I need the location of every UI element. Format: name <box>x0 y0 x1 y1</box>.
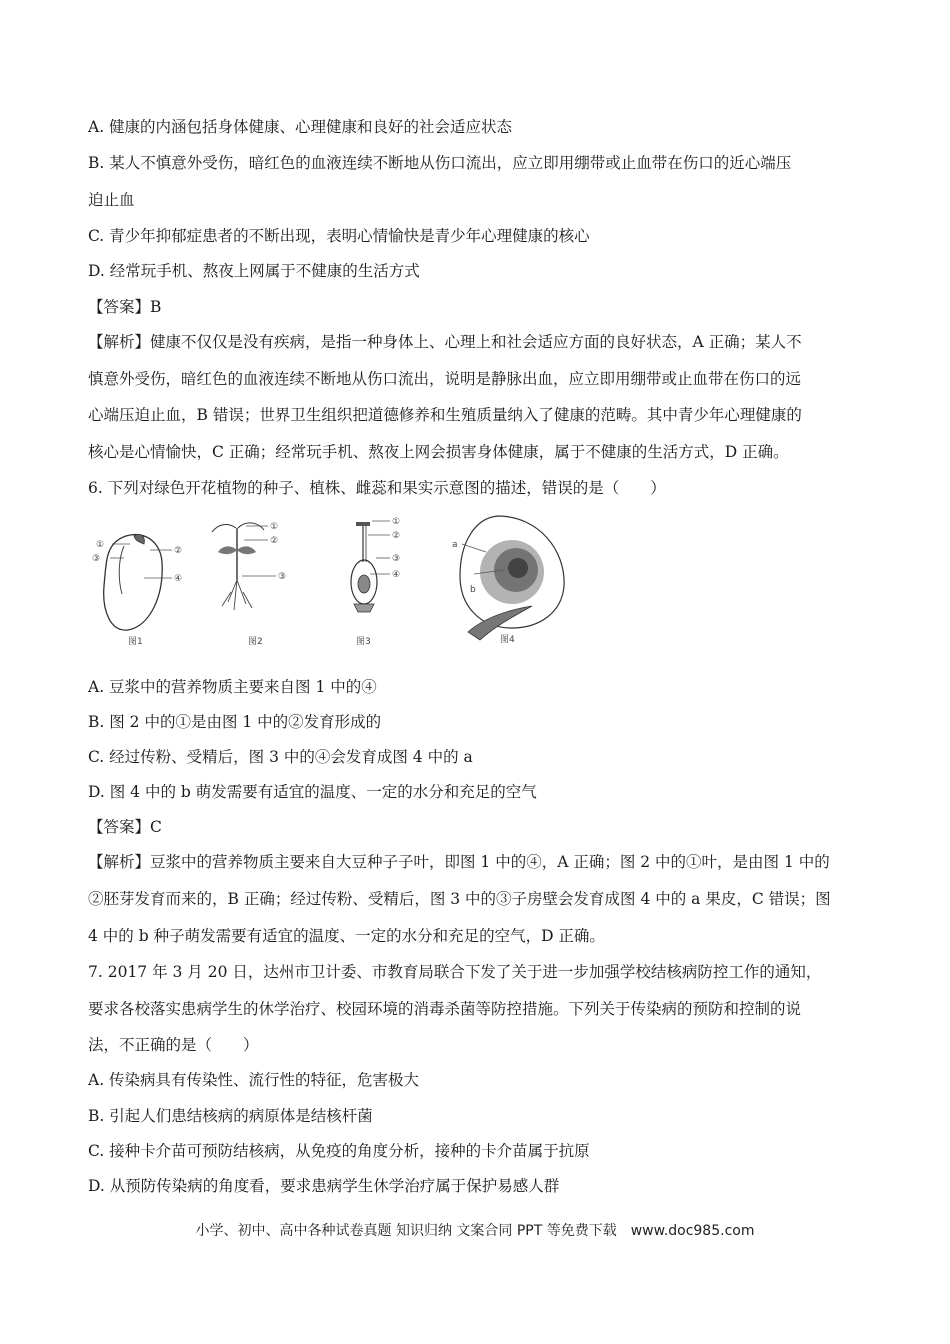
fig2-caption: 图2 <box>248 637 263 646</box>
fig4-caption: 图4 <box>500 635 515 645</box>
q5-option-b-line1: B. 某人不慎意外受伤，暗红色的血液连续不断地从伤口流出，应立即用绷带或止血带在伤口的近心端压 <box>88 154 792 172</box>
fig1-caption: 图1 <box>128 637 143 646</box>
figure-1-seed <box>92 534 182 646</box>
figure-4-fruit <box>452 516 564 645</box>
fig3-label-3: ③ <box>392 554 401 564</box>
q5-option-c: C. 青少年抑郁症患者的不断出现，表明心情愉快是青少年心理健康的核心 <box>88 227 590 245</box>
q7-option-b: B. 引起人们患结核病的病原体是结核杆菌 <box>88 1107 373 1125</box>
fig4-label-b: b <box>470 585 476 595</box>
q5-option-d: D. 经常玩手机、熬夜上网属于不健康的生活方式 <box>88 262 420 280</box>
q6-option-c: C. 经过传粉、受精后，图 3 中的④会发育成图 4 中的 a <box>88 748 473 766</box>
fig1-label-1: ① <box>96 540 105 550</box>
fig2-label-2: ② <box>270 536 279 546</box>
figure-3-pistil <box>351 517 400 646</box>
fig3-label-4: ④ <box>392 570 401 580</box>
q6-answer: 【答案】C <box>88 818 162 836</box>
q5-analysis-line1: 【解析】健康不仅仅是没有疾病，是指一种身体上、心理上和社会适应方面的良好状态，A 正确；某人不 <box>88 333 802 351</box>
fig2-label-3: ③ <box>278 572 287 582</box>
fig4-label-a: a <box>452 540 458 550</box>
q6-stem: 6. 下列对绿色开花植物的种子、植株、雌蕊和果实示意图的描述，错误的是（ ） <box>88 479 666 497</box>
q7-option-a: A. 传染病具有传染性、流行性的特征，危害极大 <box>88 1071 420 1089</box>
fig3-label-2: ② <box>392 531 401 541</box>
q5-option-b-line2: 迫止血 <box>88 191 135 209</box>
fig1-label-3: ③ <box>92 554 101 564</box>
q6-analysis-line3: 4 中的 b 种子萌发需要有适宜的温度、一定的水分和充足的空气，D 正确。 <box>88 927 605 945</box>
plant-figures <box>88 510 578 646</box>
q5-analysis-line3: 心端压迫止血，B 错误；世界卫生组织把道德修养和生殖质量纳入了健康的范畴。其中青少年心理健康的 <box>88 406 802 424</box>
q5-option-a: A. 健康的内涵包括身体健康、心理健康和良好的社会适应状态 <box>88 118 513 136</box>
q7-option-c: C. 接种卡介苗可预防结核病，从免疫的角度分析，接种的卡介苗属于抗原 <box>88 1142 590 1160</box>
q7-stem-line3: 法，不正确的是（ ） <box>88 1036 259 1054</box>
q5-analysis-line2: 慎意外受伤，暗红色的血液连续不断地从伤口流出，说明是静脉出血，应立即用绷带或止血带在伤口的远 <box>88 370 802 388</box>
fig2-label-1: ① <box>270 522 279 532</box>
q5-answer: 【答案】B <box>88 298 162 316</box>
figure-2-plant <box>212 522 286 646</box>
fig3-caption: 图3 <box>356 637 371 646</box>
q7-stem-line2: 要求各校落实患病学生的休学治疗、校园环境的消毒杀菌等防控措施。下列关于传染病的预防和控制的说 <box>88 1000 802 1018</box>
q6-analysis-line2: ②胚芽发育而来的，B 正确；经过传粉、受精后，图 3 中的③子房壁会发育成图 4 中的 a 果皮，C 错误；图 <box>88 890 831 908</box>
q6-option-b: B. 图 2 中的①是由图 1 中的②发育形成的 <box>88 713 382 731</box>
q6-option-a: A. 豆浆中的营养物质主要来自图 1 中的④ <box>88 678 377 696</box>
fig3-label-1: ① <box>392 517 401 527</box>
fig1-label-4: ④ <box>174 574 183 584</box>
q7-stem-line1: 7. 2017 年 3 月 20 日，达州市卫计委、市教育局联合下发了关于进一步加强学校结核病防控工作的通知， <box>88 963 822 981</box>
q6-analysis-line1: 【解析】豆浆中的营养物质主要来自大豆种子子叶，即图 1 中的④，A 正确；图 2 中的①叶，是由图 1 中的 <box>88 853 830 871</box>
q7-option-d: D. 从预防传染病的角度看，要求患病学生休学治疗属于保护易感人群 <box>88 1177 560 1195</box>
page-footer: 小学、初中、高中各种试卷真题 知识归纳 文案合同 PPT 等免费下载 www.doc985.com <box>195 1223 755 1239</box>
fig1-label-2: ② <box>174 546 183 556</box>
q6-option-d: D. 图 4 中的 b 萌发需要有适宜的温度、一定的水分和充足的空气 <box>88 783 537 801</box>
q5-analysis-line4: 核心是心情愉快，C 正确；经常玩手机、熬夜上网会损害身体健康，属于不健康的生活方式，D 正确。 <box>88 443 789 461</box>
